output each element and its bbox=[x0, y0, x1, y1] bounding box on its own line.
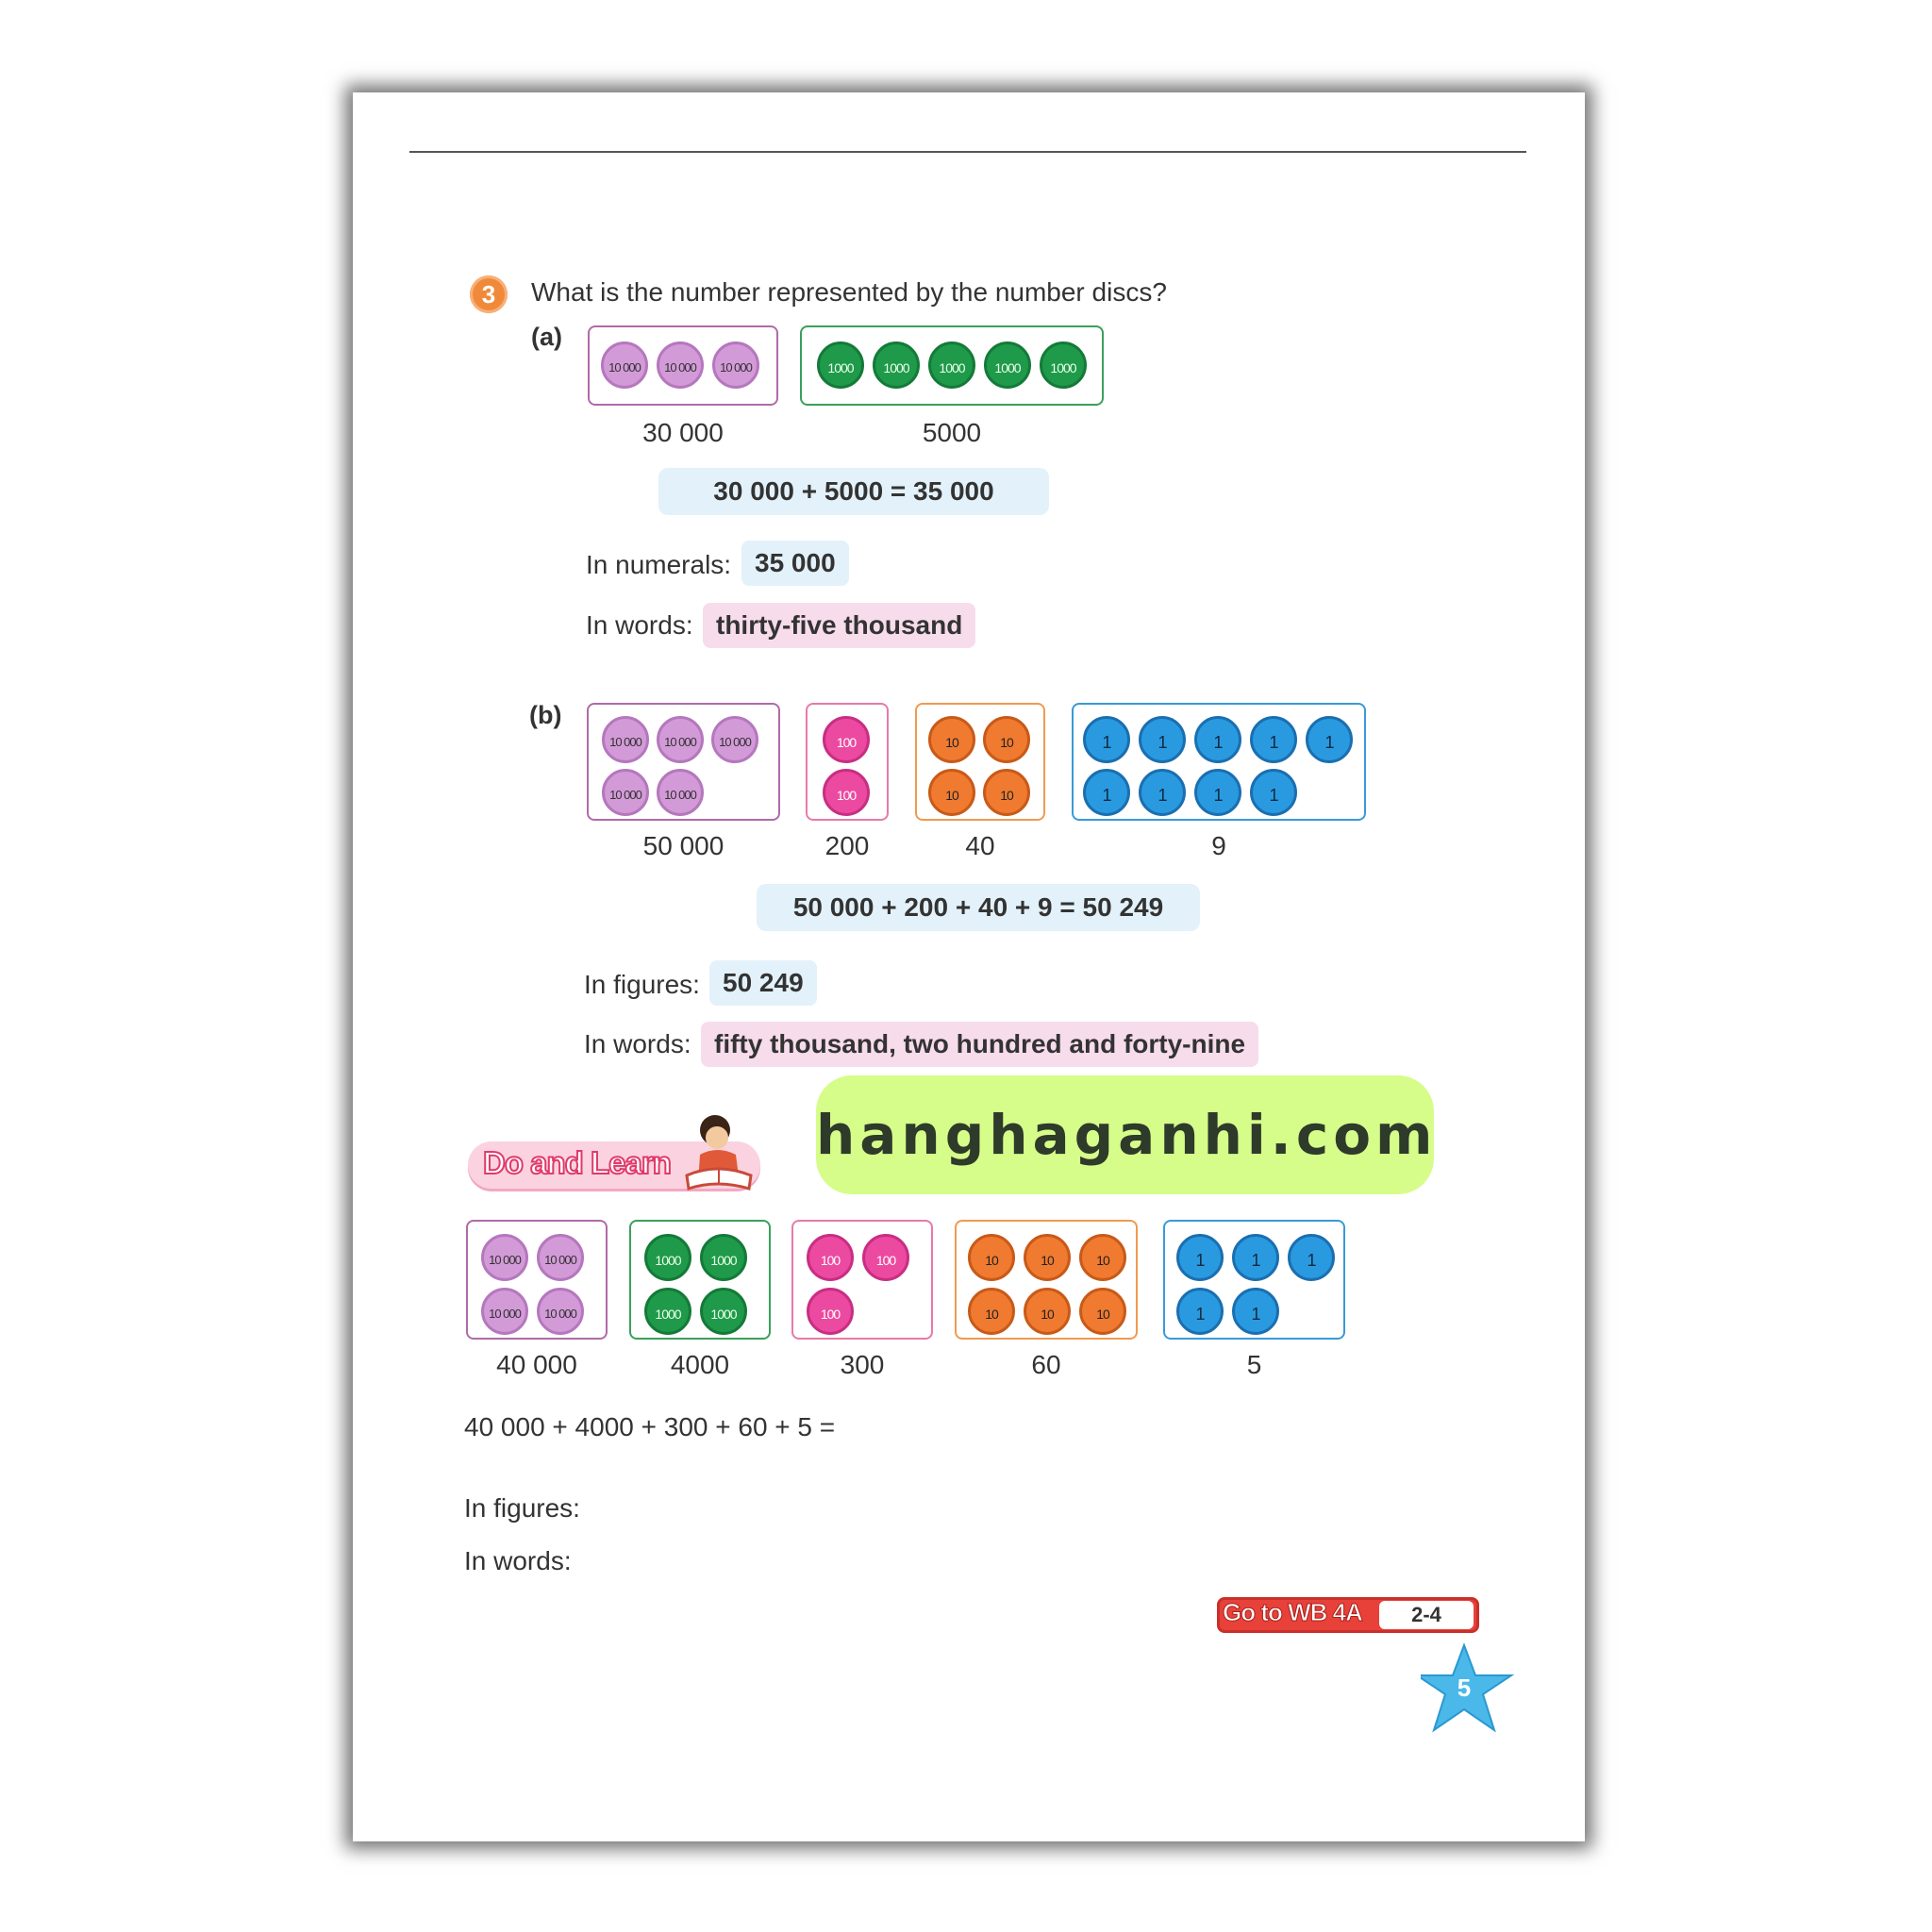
disc-1: 1 bbox=[1194, 716, 1241, 763]
disc-1: 1 bbox=[1232, 1288, 1279, 1335]
disc-10000: 10 000 bbox=[657, 716, 704, 763]
disc-10: 10 bbox=[1079, 1234, 1126, 1281]
numerals-label: In numerals: bbox=[586, 550, 732, 579]
group-total: 40 000 bbox=[496, 1350, 577, 1379]
disc-10: 10 bbox=[1024, 1234, 1071, 1281]
disc-10: 10 bbox=[1079, 1288, 1126, 1335]
do-and-learn-equation: 40 000 + 4000 + 300 + 60 + 5 = bbox=[464, 1412, 836, 1441]
disc-box-ten-thousands bbox=[466, 1220, 608, 1340]
disc-100: 100 bbox=[823, 716, 870, 763]
disc-1000: 1000 bbox=[984, 341, 1031, 389]
numerals-answer: 35 000 bbox=[741, 541, 849, 586]
disc-10000: 10 000 bbox=[481, 1234, 528, 1281]
group-total: 200 bbox=[824, 831, 870, 860]
figures-label: In figures: bbox=[584, 970, 700, 999]
top-rule bbox=[409, 151, 1526, 153]
disc-1000: 1000 bbox=[928, 341, 975, 389]
part-b-label: (b) bbox=[529, 701, 562, 729]
group-total: 40 bbox=[965, 831, 995, 860]
figures-label: In figures: bbox=[464, 1493, 580, 1523]
group-total: 60 bbox=[1031, 1350, 1061, 1379]
disc-1: 1 bbox=[1083, 769, 1130, 816]
disc-10000: 10 000 bbox=[537, 1234, 584, 1281]
disc-10: 10 bbox=[968, 1288, 1015, 1335]
disc-10000: 10 000 bbox=[657, 769, 704, 816]
disc-10: 10 bbox=[968, 1234, 1015, 1281]
disc-box-hundreds bbox=[806, 703, 889, 821]
words-label: In words: bbox=[586, 610, 693, 640]
page-number-star-icon bbox=[1421, 1641, 1515, 1736]
disc-box-thousands bbox=[629, 1220, 771, 1340]
disc-10000: 10 000 bbox=[712, 341, 759, 389]
disc-1: 1 bbox=[1176, 1234, 1224, 1281]
question-text: What is the number represented by the number discs? bbox=[531, 277, 1167, 307]
disc-1: 1 bbox=[1139, 769, 1186, 816]
disc-1000: 1000 bbox=[817, 341, 864, 389]
disc-1: 1 bbox=[1306, 716, 1353, 763]
disc-1000: 1000 bbox=[873, 341, 920, 389]
group-total: 4000 bbox=[670, 1350, 730, 1379]
disc-1: 1 bbox=[1250, 769, 1297, 816]
group-total: 5000 bbox=[922, 418, 982, 447]
group-total: 300 bbox=[840, 1350, 885, 1379]
disc-10: 10 bbox=[983, 716, 1030, 763]
disc-100: 100 bbox=[862, 1234, 909, 1281]
group-total: 30 000 bbox=[642, 418, 724, 447]
child-reading-icon bbox=[683, 1109, 758, 1200]
question-number-badge: 3 bbox=[470, 275, 508, 313]
words-label: In words: bbox=[584, 1029, 691, 1058]
disc-box-thousands bbox=[800, 325, 1104, 406]
watermark-text: hanghaganhi.com bbox=[816, 1103, 1438, 1167]
disc-10000: 10 000 bbox=[657, 341, 704, 389]
disc-box-tens bbox=[915, 703, 1045, 821]
disc-box-tens bbox=[955, 1220, 1138, 1340]
words-label: In words: bbox=[464, 1546, 572, 1575]
disc-1: 1 bbox=[1288, 1234, 1335, 1281]
disc-1000: 1000 bbox=[700, 1288, 747, 1335]
disc-1: 1 bbox=[1194, 769, 1241, 816]
group-total: 9 bbox=[1211, 831, 1226, 860]
disc-1: 1 bbox=[1250, 716, 1297, 763]
disc-1: 1 bbox=[1139, 716, 1186, 763]
workbook-label: Go to WB 4A bbox=[1223, 1598, 1362, 1626]
disc-box-hundreds bbox=[791, 1220, 933, 1340]
disc-box-ten-thousands bbox=[588, 325, 778, 406]
disc-1000: 1000 bbox=[700, 1234, 747, 1281]
disc-1000: 1000 bbox=[1040, 341, 1087, 389]
disc-10000: 10 000 bbox=[602, 769, 649, 816]
disc-box-ten-thousands bbox=[587, 703, 780, 821]
part-a-label: (a) bbox=[531, 323, 562, 351]
disc-1: 1 bbox=[1176, 1288, 1224, 1335]
disc-10: 10 bbox=[928, 769, 975, 816]
disc-100: 100 bbox=[823, 769, 870, 816]
disc-10000: 10 000 bbox=[602, 716, 649, 763]
do-and-learn-title: Do and Learn bbox=[483, 1145, 671, 1180]
disc-1000: 1000 bbox=[644, 1288, 691, 1335]
disc-10000: 10 000 bbox=[711, 716, 758, 763]
group-total: 50 000 bbox=[642, 831, 724, 860]
words-answer: thirty-five thousand bbox=[703, 603, 975, 648]
disc-100: 100 bbox=[807, 1234, 854, 1281]
disc-10: 10 bbox=[928, 716, 975, 763]
disc-1: 1 bbox=[1232, 1234, 1279, 1281]
disc-box-ones bbox=[1163, 1220, 1345, 1340]
disc-10: 10 bbox=[983, 769, 1030, 816]
disc-100: 100 bbox=[807, 1288, 854, 1335]
disc-10000: 10 000 bbox=[601, 341, 648, 389]
group-total: 5 bbox=[1246, 1350, 1262, 1379]
disc-box-ones bbox=[1072, 703, 1366, 821]
disc-10000: 10 000 bbox=[481, 1288, 528, 1335]
workbook-pages: 2-4 bbox=[1379, 1601, 1474, 1629]
words-answer: fifty thousand, two hundred and forty-nine bbox=[701, 1022, 1258, 1067]
disc-1000: 1000 bbox=[644, 1234, 691, 1281]
disc-10: 10 bbox=[1024, 1288, 1071, 1335]
disc-1: 1 bbox=[1083, 716, 1130, 763]
equation-b: 50 000 + 200 + 40 + 9 = 50 249 bbox=[757, 884, 1200, 931]
figures-answer: 50 249 bbox=[709, 960, 817, 1006]
page-number: 5 bbox=[1457, 1674, 1472, 1702]
disc-10000: 10 000 bbox=[537, 1288, 584, 1335]
equation-a: 30 000 + 5000 = 35 000 bbox=[658, 468, 1049, 515]
